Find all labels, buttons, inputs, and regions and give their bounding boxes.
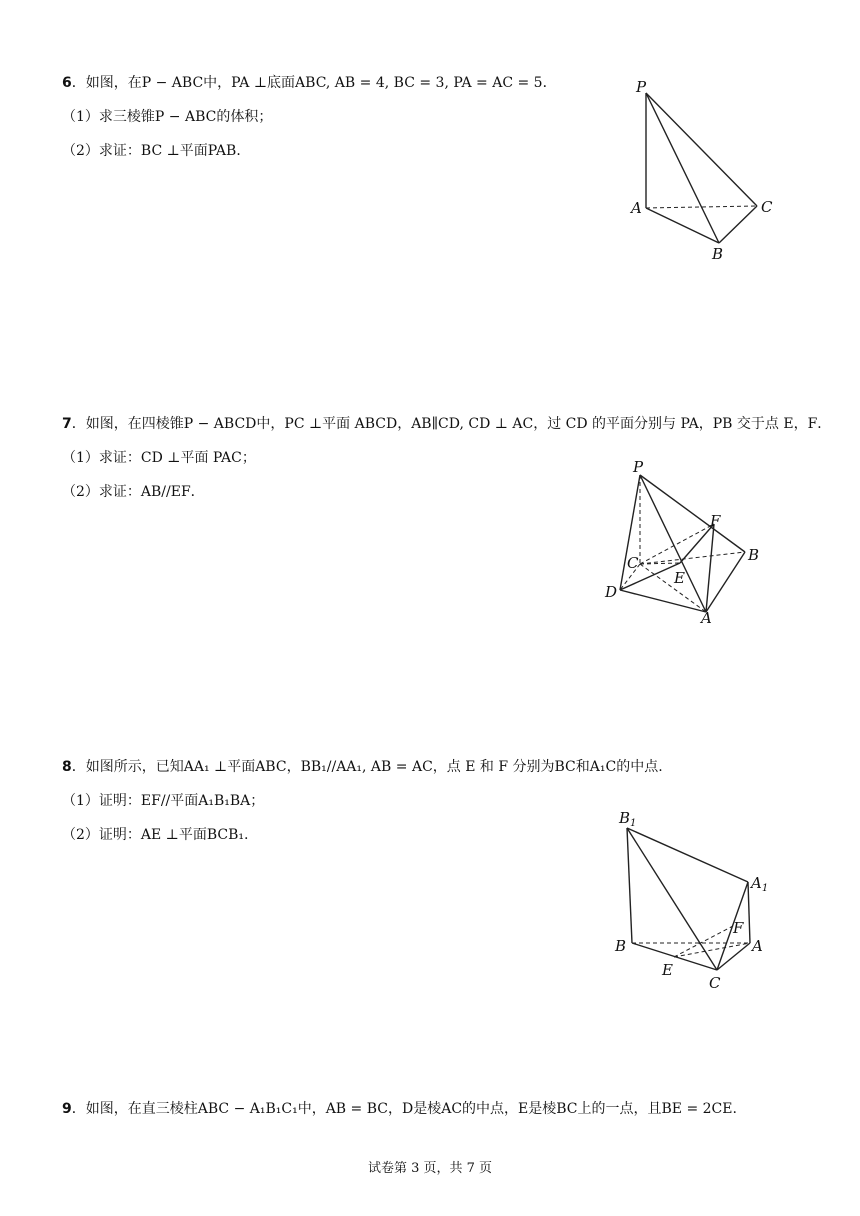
label-A: A [631, 199, 642, 217]
label-F: F [710, 512, 721, 530]
page-footer: 试卷第 3 页，共 7 页 [367, 1161, 493, 1176]
label-F: F [733, 919, 744, 937]
problem-8-stem: 8．如图所示，已知AA₁ ⊥平面ABC，BB₁//AA₁, AB = AC，点 E 和 F 分别为BC和A₁C的中点. [62, 759, 663, 775]
label-C: C [761, 198, 773, 216]
problem-6-part-2: （2）求证：BC ⊥平面PAB． [62, 143, 251, 159]
label-B: B [615, 937, 627, 955]
label-A: A [752, 937, 763, 955]
problem-8-part-2: （2）证明：AE ⊥平面BCB₁. [62, 827, 249, 843]
problem-7-part-2: （2）求证：AB//EF． [62, 484, 205, 500]
label-B: B [748, 546, 760, 564]
label-A1: $A_1$ [751, 874, 769, 894]
problem-8-part-1: （1）证明：EF//平面A₁B₁BA； [62, 793, 265, 809]
problem-6-part-1: （1）求三棱锥P − ABC的体积； [62, 109, 273, 125]
label-C: C [627, 554, 639, 572]
label-C: C [709, 974, 721, 992]
label-D: D [605, 583, 618, 601]
figure-pyramid-pabc [620, 78, 790, 268]
problem-number: 7 [62, 416, 72, 432]
problem-6-stem: 6．如图，在P − ABC中，PA ⊥底面ABC, AB = 4, BC = 3, PA = AC = 5． [62, 75, 557, 91]
figure-solid-b1a1abc [605, 805, 780, 995]
problem-7-part-1: （1）求证：CD ⊥平面 PAC； [62, 450, 256, 466]
label-E: E [674, 569, 685, 587]
problem-number: 8 [62, 759, 72, 775]
figure-pyramid-pabcd [600, 458, 780, 628]
problem-7-stem: 7．如图，在四棱锥P − ABCD中，PC ⊥平面 ABCD，AB∥CD, CD ⊥ AC，过 CD 的平面分别与 PA，PB 交于点 E，F． [62, 416, 832, 432]
problem-number: 9 [62, 1101, 72, 1117]
problem-number: 6 [62, 75, 72, 91]
label-B1: $B_1$ [619, 809, 637, 829]
label-B: B [712, 245, 724, 263]
label-P: P [633, 458, 644, 476]
label-P: P [636, 78, 647, 96]
label-A: A [701, 609, 712, 627]
problem-9-stem: 9．如图，在直三棱柱ABC − A₁B₁C₁中，AB = BC，D是棱AC的中点，E是棱BC上的一点，且BE = 2CE. [62, 1101, 737, 1117]
label-E: E [662, 961, 673, 979]
